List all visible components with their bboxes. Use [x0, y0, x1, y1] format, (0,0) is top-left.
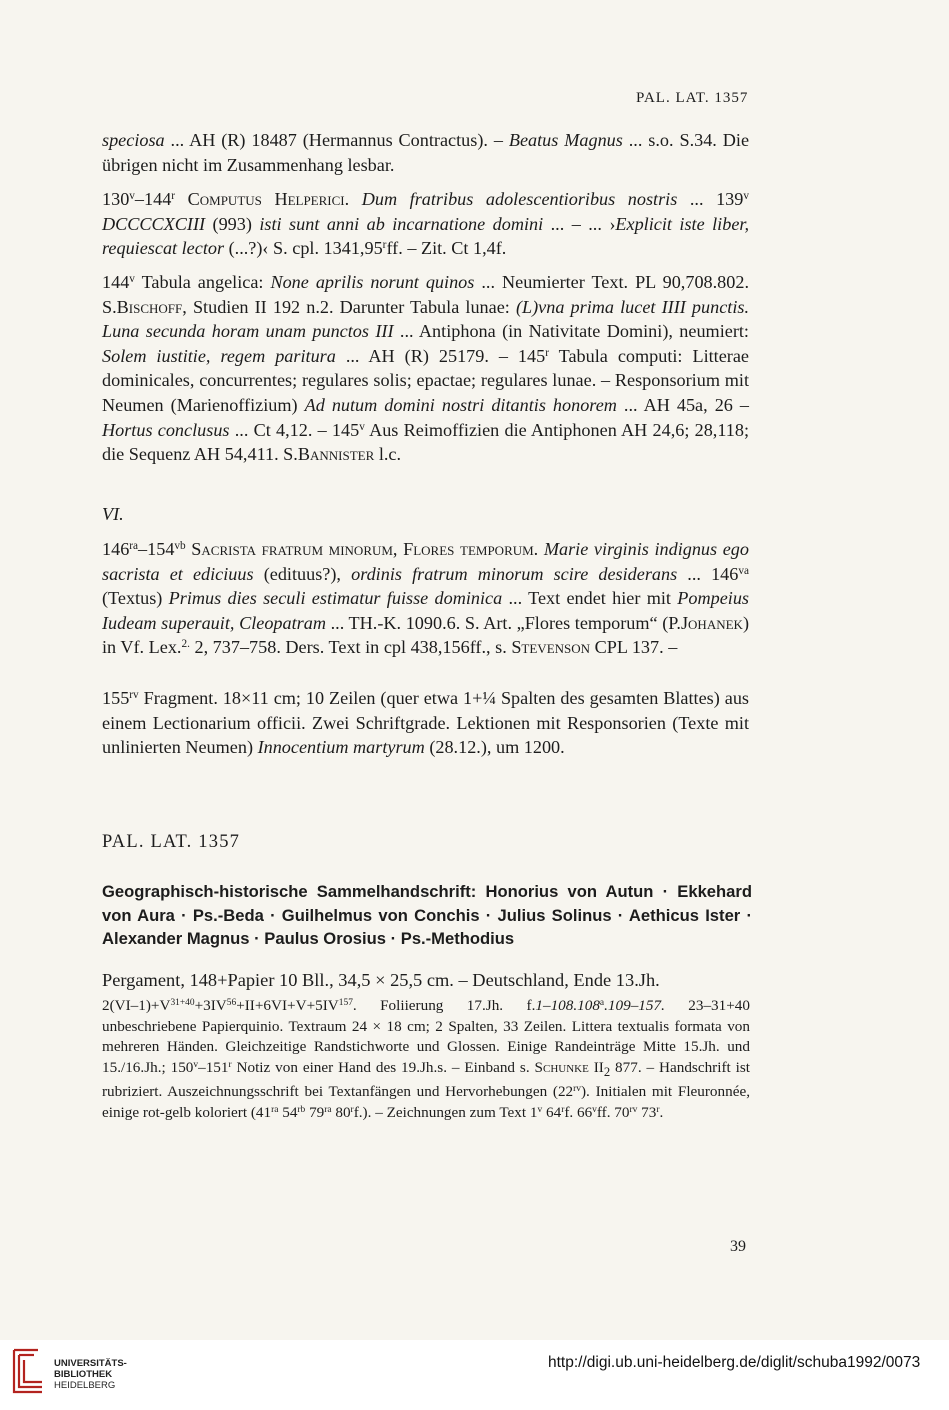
folio-sup: r: [656, 1104, 660, 1115]
explicit-text: Explicit iste liber, requiescat lector: [102, 213, 749, 259]
folio-sup: v: [129, 272, 135, 285]
text-span: , Studien II 192 n.2. Darunter Tabula lunae:: [182, 296, 516, 317]
text-span: ff. 70: [596, 1104, 630, 1121]
folio-sup: r: [561, 1104, 565, 1115]
manuscript-title: Geographisch-historische Sammelhandschrift: Honorius von Autun · Ekkehard von Aura · Ps.-Beda · Guilhelmus von Conchis · Julius Solinus · Aethicus Ister · Alexander Magnus · Paulus Orosius · Ps.-Methodius: [102, 882, 752, 949]
folio-sup: r: [171, 189, 176, 202]
manuscript-description: Pergament, 148+Papier 10 Bll., 34,5 × 25,5 cm. – Deutschland, Ende 13.Jh.: [102, 970, 660, 990]
text-span: ... Antiphona (in Nativitate Domini), neumiert:: [393, 321, 749, 342]
foliation-text: .109–157.: [604, 997, 665, 1014]
text-span: ... Ct 4,12. – 145: [229, 419, 360, 440]
paragraph-flores-temporum: [102, 537, 749, 660]
folio-sup: v: [537, 1104, 543, 1115]
incipit-text: Marie virginis indignus ego sacrista et ediciuus: [102, 539, 749, 584]
footer-bar: [0, 1340, 949, 1410]
text-span: . Foliierung 17.Jh. f.: [352, 997, 536, 1014]
folio-sup: ra: [129, 539, 139, 552]
foliation-text: 1–108.108: [535, 997, 600, 1014]
text-span: (edituus?),: [253, 563, 352, 584]
folio-sup: va: [738, 564, 749, 577]
folio-sup: v: [743, 189, 749, 202]
text-span: 79: [305, 1104, 325, 1121]
text-span: –151: [198, 1058, 229, 1076]
text-span: ... s.o. S.34. Die übrigen nicht im Zusammenhang lesbar.: [102, 130, 750, 175]
source-url-link[interactable]: http://digi.ub.uni-heidelberg.de/diglit/schuba1992/0073: [548, 1354, 921, 1371]
quire-sup: 56: [226, 997, 237, 1008]
folio-sup: ra: [271, 1104, 279, 1115]
volume-sub: 2: [603, 1064, 611, 1079]
text-span: 73: [637, 1104, 657, 1121]
text-span: Aus Reimoffizien die Antiphonen AH 24,6; 28,118; die Sequenz AH 54,411. S.: [102, 419, 750, 465]
text-span: +3IV: [194, 997, 227, 1014]
folio-sup: v: [129, 189, 135, 202]
text-span: 2, 737–758. Ders. Text in cpl 438,156ff., s.: [189, 637, 512, 658]
text-span: (Textus): [102, 588, 169, 609]
folio-sup: v: [592, 1104, 597, 1115]
author-name: Bannister: [297, 444, 375, 465]
library-logo-text[interactable]: [54, 1358, 127, 1391]
incipit-text: Hortus conclusus: [102, 419, 230, 440]
text-span: CPL 137. –: [590, 637, 678, 658]
text-span: ) in Vf. Lex.: [102, 612, 749, 658]
folio-sup: a: [599, 997, 605, 1008]
folio-sup: v: [193, 1059, 199, 1070]
incipit-text: speciosa: [102, 130, 165, 150]
text-span: ... AH (R) 25179. – 145: [335, 345, 546, 366]
folio-ref: 144: [102, 272, 130, 292]
paragraph-computus: [102, 187, 749, 261]
folio-sup: rv: [629, 1104, 638, 1115]
text-span: ff. – Zit. Ct 1,4f.: [386, 238, 507, 259]
incipit-text: Dum fratribus adolescentioribus nostris: [361, 189, 678, 209]
section-number: [102, 502, 749, 527]
text-span: .: [659, 1104, 664, 1121]
incipit-text: Beatus Magnus: [508, 130, 623, 150]
text-span: Notiz von einer Hand des 19.Jh.s. – Einband s.: [231, 1058, 535, 1076]
incipit-text: DCCCCXCIII: [102, 213, 206, 234]
folio-ref: –154: [138, 539, 175, 559]
text-span: (993): [205, 213, 260, 234]
text-span: f.). – Zeichnungen zum Text 1: [353, 1104, 538, 1121]
incipit-text: ordinis fratrum minorum scire desiderans: [351, 563, 678, 584]
folio-sup: rb: [297, 1104, 306, 1115]
incipit-text: None aprilis norunt quinos: [270, 272, 475, 292]
text-span: ... AH 45a, 26 –: [616, 394, 750, 415]
logo-line: HEIDELBERG: [54, 1380, 116, 1391]
text-span: ). Initialen mit Fleuronnée, einige rot-gelb koloriert (41: [102, 1083, 750, 1121]
author-name: Bischoff: [116, 296, 183, 317]
folio-ref: 155: [102, 688, 130, 708]
text-span: 2(VI–1)+V: [102, 997, 171, 1014]
text-span: l.c.: [374, 444, 402, 465]
page-number: 39: [730, 1238, 746, 1255]
incipit-text: (L)vna prima lucet IIII punctis. Luna secunda horam unam punctos III: [102, 296, 749, 342]
folio-sup: rv: [573, 1084, 581, 1095]
folio-sup: rv: [129, 688, 139, 701]
text-span: ... 146: [677, 563, 739, 584]
text-span: Tabula computi: Litterae dominicales, concurrentes; regulares solis; epactae; regulares lunae. – Responsorium mit Neumen (Marienoffizium): [102, 345, 749, 415]
folio-sup: r: [228, 1059, 232, 1070]
logo-line: BIBLIOTHEK: [54, 1369, 113, 1380]
logo-line: UNIVERSITÄTS-: [54, 1358, 127, 1369]
folio-ref: –144: [134, 189, 172, 209]
folio-sup: r: [382, 238, 387, 251]
text-span: Fragment. 18×11 cm; 10 Zeilen (quer etwa 1+¼ Spalten des gesamten Blattes) aus einem Lectionarium officii. Zwei Schriftgrade. Lektionen mit Responsorien (Texte mit unlinierten Neumen): [102, 688, 749, 758]
incipit-text: Solem iustitie, regem paritura: [102, 345, 336, 366]
text-span: ... Neumierter Text. PL 90,708.802. S.: [102, 272, 750, 317]
paragraph-tabula-angelica: [102, 270, 749, 467]
text-span: +II+6VI+V+5IV: [236, 997, 339, 1014]
text-span: ... 139: [677, 189, 744, 209]
paragraph-fragment: [102, 686, 749, 760]
codicological-description: [102, 996, 750, 1124]
paragraph-speciosa: [102, 128, 749, 177]
folio-sup: r: [350, 1104, 354, 1115]
section-number-text: VI.: [102, 504, 124, 524]
incipit-text: isti sunt anni ab incarnatione domini: [259, 213, 544, 234]
folio-ref: 146: [102, 539, 130, 559]
work-title: Computus Helperici.: [175, 189, 362, 209]
incipit-text: Primus dies seculi estimatur fuisse dominica: [168, 588, 503, 609]
quire-sup: 157: [338, 997, 353, 1008]
quire-sup: 31+40: [170, 997, 195, 1008]
text-span: 877. – Handschrift ist rubriziert. Auszeichnungsschrift bei Textanfängen und Hervorhebungen (22: [102, 1058, 750, 1101]
folio-sup: v: [359, 420, 365, 433]
text-span: (...?)‹ S. cpl. 1341,95: [224, 238, 383, 259]
text-span: ... AH (R) 18487 (Hermannus Contractus). –: [164, 130, 509, 150]
folio-sup: r: [545, 346, 549, 359]
folio-sup: ra: [324, 1104, 332, 1115]
text-span: f. 66: [564, 1104, 593, 1121]
text-span: 80: [331, 1104, 351, 1121]
text-span: 64: [542, 1104, 562, 1121]
incipit-text: Ad nutum domini nostri ditantis honorem: [304, 394, 617, 415]
work-title: Sacrista fratrum minorum, Flores temporum.: [185, 539, 544, 559]
incipit-text: Innocentium martyrum: [257, 737, 425, 758]
section-heading: PAL. LAT. 1357: [102, 832, 241, 852]
folio-ref: 130: [102, 189, 130, 209]
running-header: PAL. LAT. 1357: [636, 90, 749, 106]
text-span: II: [588, 1058, 604, 1076]
text-span: Tabula angelica:: [134, 272, 271, 292]
author-name: Schunke: [534, 1058, 589, 1076]
folio-sup: 2.: [181, 638, 190, 651]
incipit-text: Pompeius Iudeam superauit, Cleopatram: [102, 588, 750, 633]
text-span: (28.12.), um 1200.: [424, 737, 565, 758]
library-logo-icon[interactable]: [8, 1346, 48, 1398]
folio-sup: vb: [174, 539, 186, 552]
text-span: 23–31+40 unbeschriebene Papierquinio. Textraum 24 × 18 cm; 2 Spalten, 33 Zeilen. Littera textualis formata von mehreren Händen. Gleichzeitige Randstichworte und Glossen. Einige Randeinträge Mitte 15.Jh. und 15./16.Jh.; 150: [102, 997, 750, 1076]
author-name: Johanek: [680, 612, 743, 633]
author-name: Stevenson: [511, 637, 591, 658]
text-span: ... – ... ›: [543, 213, 616, 234]
text-span: ... Text endet hier mit: [502, 588, 678, 609]
text-span: 54: [278, 1104, 298, 1121]
text-span: ... TH.-K. 1090.6. S. Art. „Flores temporum“ (P.: [325, 612, 681, 633]
